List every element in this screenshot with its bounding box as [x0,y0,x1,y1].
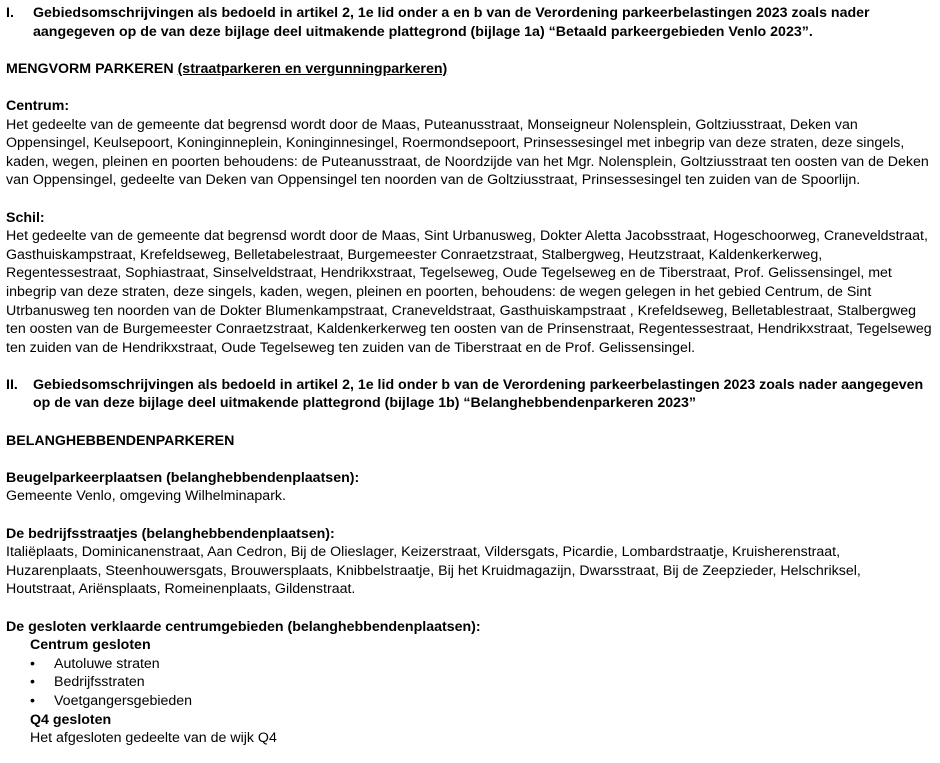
centrum-text: Het gedeelte van de gemeente dat begrensd wordt door de Maas, Puteanusstraat, Monseigneur Nolensplein, Goltziusstraat, Deken van Oppensingel, Keulsepoort, Koninginneplein, Koninginnesingel, Roermondsepoort, Prinsessesingel met inbegrip van deze straten, deze singels, kaden, wegen, pleinen en poorten behoudens: de Puteanusstraat, de Noordzijde van het Mgr. Nolensplein, Goltziusstraat ten oosten van de Deken van Oppensingel, gedeelte van Deken van Oppensingel ten noorden van de Goltziusstraat, Prinsessesingel ten zuiden van de Spoorlijn. [6,116,929,189]
section-2-heading-text: Gebiedsomschrijvingen als bedoeld in artikel 2, 1e lid onder b van de Verordening parkeerbelastingen 2023 zoals nader aangegeven op de van deze bijlage deel uitmakende plattegrond (bijlage 1b) “Belanghebbendenparkeren 2023” [33,376,924,412]
list-item: • Voetgangersgebieden [30,692,193,709]
schil-label: Schil: [6,209,45,226]
bullet-icon: • [30,655,35,672]
document-page [0,4,936,763]
mengvorm-title-underlined: (straatparkeren en vergunningparkeren) [177,60,448,77]
beugel-label: Beugelparkeerplaatsen (belanghebbendenplaatsen): [6,469,360,486]
q4-gesloten-text: Het afgesloten gedeelte van de wijk Q4 [30,730,277,747]
section-2-number: II. [6,376,18,393]
schil-text: Het gedeelte van de gemeente dat begrensd wordt door de Maas, Sint Urbanusweg, Dokter Aletta Jacobsstraat, Hogeschoorweg, Craneveldstraat, Gasthuiskampstraat, Krefeldseweg, Belletabelestraat, Burgemeester Conraetzstraat, Stalbergweg, Heutzstraat, Kaldenkerkerweg, Regentessestraat, Sophiastraat, Sinselveldstraat, Hendrikxstraat, Tegelseweg, Oude Tegelseweg en de Tiberstraat, Prof. Gelissensingel, met inbegrip van deze straten, deze singels, kaden, wegen, pleinen en poorten, behoudens: de wegen gelegen in het gebied Centrum, de Sint Utrbanusweg ten noorden van de Dokter Blumenkampstraat, Craneveldstraat, Gasthuiskampstraat , Krefeldseweg, Belletablestraat, Stalbergweg ten oosten van de Burgemeester Conraetzstraat, Kaldenkerkerweg ten oosten van de Prinsenstraat, Regentessestraat, Hendrikxstraat, Tegelseweg ten zuiden van de Hendrikxstraat, Oude Tegelseweg ten zuiden van de Tiberstraat en de Prof. Gelissensingel. [6,228,932,356]
mengvorm-title-plain: MENGVORM PARKEREN [6,60,178,77]
belanghebbenden-title: BELANGHEBBENDENPARKEREN [6,432,235,449]
bullet-icon: • [30,692,35,709]
q4-gesloten-label: Q4 gesloten [30,711,112,728]
section-1-heading-text: Gebiedsomschrijvingen als bedoeld in artikel 2, 1e lid onder a en b van de Verordening parkeerbelastingen 2023 zoals nader aangegeven op de van deze bijlage deel uitmakende plattegrond (bijlage 1a) “Betaald parkeergebieden Venlo 2023”. [33,5,870,40]
list-item: • Bedrijfsstraten [30,674,145,691]
bullet-icon: • [30,674,35,691]
section-1-heading [6,4,932,41]
section-1-number: I. [6,5,14,21]
list-item: • Autoluwe straten [30,655,160,672]
section-2-heading [6,376,932,413]
bedrijfsstraatjes-text: Italiëplaats, Dominicanenstraat, Aan Cedron, Bij de Olieslager, Keizerstraat, Vildersgats, Picardie, Lombardstraatje, Kruisherenstraat, Huzarenplaats, Steenhouwersgats, Brouwersplaats, Knibbelstraatje, Bij het Kruidmagazijn, Dwarsstraat, Bij de Zeepzieder, Helschriksel, Houtstraat, Ariënsplaats, Romeinenplaats, Gildenstraat. [6,544,861,598]
bedrijfsstraatjes-label: De bedrijfsstraatjes (belanghebbendenplaatsen): [6,525,335,542]
gesloten-label: De gesloten verklaarde centrumgebieden (belanghebbendenplaatsen): [6,618,481,635]
centrum-label: Centrum: [6,97,70,114]
centrum-gesloten-list [6,655,932,711]
centrum-gesloten-label: Centrum gesloten [30,637,151,654]
mengvorm-title [6,60,932,79]
beugel-text: Gemeente Venlo, omgeving Wilhelminapark. [6,488,286,505]
